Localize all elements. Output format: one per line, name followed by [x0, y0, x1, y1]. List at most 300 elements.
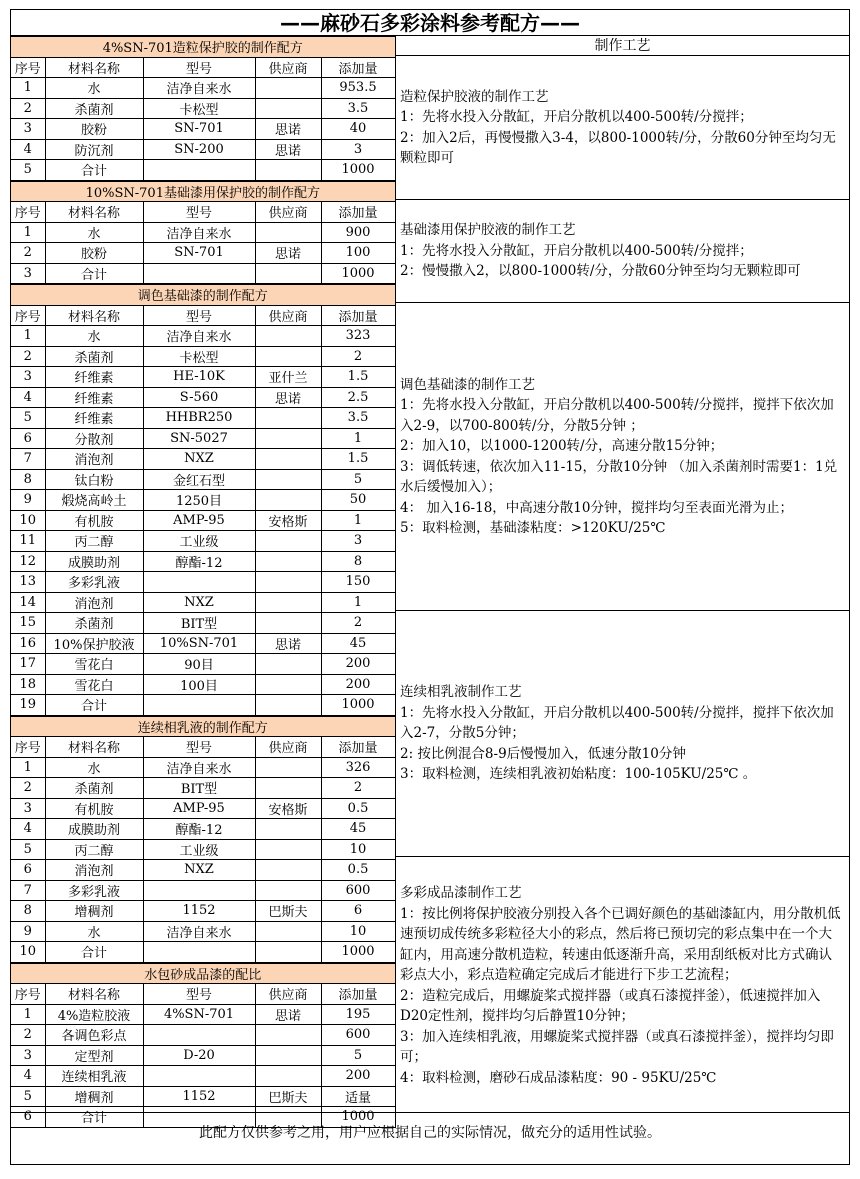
process-column [395, 36, 849, 1114]
process-step: 3：取料检测，连续相乳液初始粘度：100-105KU/25℃ 。 [400, 766, 757, 783]
table-cell: 思诺 [255, 139, 321, 160]
column-header: 供应商 [255, 984, 321, 1005]
table-cell [255, 531, 321, 552]
column-header: 序号 [11, 984, 45, 1005]
table-cell: 3.5 [321, 98, 395, 119]
table-cell: 200 [321, 1066, 395, 1087]
table-cell: 1000 [321, 1107, 395, 1128]
table-cell: 醇酯-12 [143, 551, 255, 572]
table-cell: 雪花白 [45, 654, 143, 675]
table-cell: 9 [11, 490, 45, 511]
process-step: 1：先将水投入分散缸，开启分散机以400-500转/分搅拌； [400, 242, 753, 259]
table-row [11, 160, 395, 181]
table-cell: 18 [11, 674, 45, 695]
table-cell: 丙二醇 [45, 839, 143, 860]
column-header: 材料名称 [45, 737, 143, 758]
table-cell: 水 [45, 222, 143, 243]
table-cell [255, 1025, 321, 1046]
process-block [396, 611, 849, 857]
table-cell: 1 [321, 428, 395, 449]
table-cell: 326 [321, 757, 395, 778]
process-title: 多彩成品漆制作工艺 [400, 885, 522, 901]
table-cell: 7 [11, 880, 45, 901]
table-cell: D-20 [143, 1045, 255, 1066]
process-header: 制作工艺 [396, 36, 849, 56]
process-step: 1：先将水投入分散缸，开启分散机以400-500转/分搅拌，搅拌下依次加入2-9，以700-800转/分，分散5分钟 ； [400, 397, 834, 434]
column-header: 添加量 [321, 305, 395, 326]
table-cell: 1 [321, 592, 395, 613]
table-cell: 953.5 [321, 78, 395, 99]
column-header: 材料名称 [45, 984, 143, 1005]
table-cell [143, 1066, 255, 1087]
table-cell: 胶粉 [45, 243, 143, 264]
table-cell: 10%SN-701 [143, 633, 255, 654]
table-cell [143, 160, 255, 181]
table-cell [255, 551, 321, 572]
table-row [11, 1045, 395, 1066]
table-row [11, 921, 395, 942]
table-cell: 13 [11, 572, 45, 593]
process-step: 2：慢慢撒入2，以800-1000转/分，分散60分钟至均匀无颗粒即可 [400, 263, 801, 280]
table-row [11, 1004, 395, 1025]
table-cell: 多彩乳液 [45, 880, 143, 901]
table-cell: 90目 [143, 654, 255, 675]
table-cell [255, 613, 321, 634]
table-cell: 2 [321, 778, 395, 799]
table-cell [255, 78, 321, 99]
table-cell: SN-200 [143, 139, 255, 160]
table-cell [255, 674, 321, 695]
table-row [11, 1066, 395, 1087]
table-cell [143, 1025, 255, 1046]
table-cell: 2 [11, 1025, 45, 1046]
table-cell: 3 [11, 798, 45, 819]
table-cell: HE-10K [143, 367, 255, 388]
table-cell: 6 [11, 860, 45, 881]
formula-table [11, 963, 396, 1128]
table-cell: 安格斯 [255, 798, 321, 819]
table-row [11, 263, 395, 284]
table-cell: 2 [11, 243, 45, 264]
table-cell: HHBR250 [143, 408, 255, 429]
table-cell: 4%造粒胶液 [45, 1004, 143, 1025]
table-row [11, 613, 395, 634]
table-cell: 4 [11, 387, 45, 408]
table-cell: 900 [321, 222, 395, 243]
table-cell: 150 [321, 572, 395, 593]
table-cell: 3 [11, 263, 45, 284]
table-cell: 有机胺 [45, 510, 143, 531]
table-cell: 合计 [45, 263, 143, 284]
process-step: 2：加入10，以1000-1200转/分，高速分散15分钟； [400, 438, 724, 454]
column-header: 材料名称 [45, 202, 143, 223]
table-cell: 1152 [143, 901, 255, 922]
table-row [11, 778, 395, 799]
table-cell: 连续相乳液 [45, 1066, 143, 1087]
table-cell [143, 942, 255, 963]
table-cell [255, 428, 321, 449]
column-header: 材料名称 [45, 305, 143, 326]
process-title: 连续相乳液制作工艺 [400, 684, 522, 701]
table-row [11, 428, 395, 449]
table-cell: 巴斯夫 [255, 1086, 321, 1107]
table-cell: 成膜助剂 [45, 819, 143, 840]
table-cell [255, 408, 321, 429]
formula-sheet [10, 9, 850, 1165]
table-cell: 各调色彩点 [45, 1025, 143, 1046]
table-cell: 有机胺 [45, 798, 143, 819]
table-cell: 巴斯夫 [255, 901, 321, 922]
formula-table [11, 284, 396, 716]
table-cell: 40 [321, 119, 395, 140]
column-header: 材料名称 [45, 57, 143, 78]
table-cell: 8 [11, 469, 45, 490]
process-step: 3：加入连续相乳液，用螺旋桨式搅拌器（或真石漆搅拌釜），搅拌均匀即可； [400, 1028, 834, 1065]
table-cell: 16 [11, 633, 45, 654]
table-cell: SN-701 [143, 243, 255, 264]
table-cell [255, 449, 321, 470]
table-cell: 17 [11, 654, 45, 675]
table-cell: 杀菌剂 [45, 346, 143, 367]
table-cell: 防沉剂 [45, 139, 143, 160]
table-cell: 6 [321, 901, 395, 922]
table-cell: 水 [45, 921, 143, 942]
table-row [11, 901, 395, 922]
table-cell: 合计 [45, 695, 143, 716]
table-cell [143, 880, 255, 901]
section-heading: 连续相乳液的制作配方 [11, 716, 395, 737]
process-block [396, 200, 849, 303]
table-cell: 醇酯-12 [143, 819, 255, 840]
table-cell: 10 [321, 839, 395, 860]
table-cell [255, 778, 321, 799]
table-row [11, 592, 395, 613]
table-cell: 5 [321, 469, 395, 490]
table-cell: 2 [11, 346, 45, 367]
table-cell: 12 [11, 551, 45, 572]
table-cell: 1152 [143, 1086, 255, 1107]
process-step: 5：取料检测，基础漆粘度：>120KU/25℃ [400, 520, 666, 536]
process-text [396, 87, 849, 169]
table-cell: 100目 [143, 674, 255, 695]
table-cell: 11 [11, 531, 45, 552]
table-cell: 9 [11, 921, 45, 942]
table-cell: 4 [11, 819, 45, 840]
table-cell: 8 [11, 901, 45, 922]
table-row [11, 1086, 395, 1107]
table-cell: 19 [11, 695, 45, 716]
table-cell: 水 [45, 326, 143, 347]
table-cell: 1000 [321, 695, 395, 716]
table-cell: 洁净自来水 [143, 757, 255, 778]
table-row [11, 78, 395, 99]
table-cell: 1 [11, 78, 45, 99]
table-cell [255, 757, 321, 778]
column-header: 添加量 [321, 202, 395, 223]
page-title: ——麻砂石多彩涂料参考配方—— [11, 10, 849, 36]
column-header: 供应商 [255, 202, 321, 223]
table-cell: 亚什兰 [255, 367, 321, 388]
column-header: 供应商 [255, 57, 321, 78]
process-text [396, 375, 849, 539]
table-row [11, 408, 395, 429]
table-cell: NXZ [143, 449, 255, 470]
process-title: 基础漆用保护胶液的制作工艺 [400, 222, 576, 239]
column-header: 型号 [143, 202, 255, 223]
table-cell [255, 942, 321, 963]
table-cell: 10 [11, 510, 45, 531]
process-text [396, 883, 849, 1088]
table-cell [255, 222, 321, 243]
table-cell: 雪花白 [45, 674, 143, 695]
column-header: 序号 [11, 57, 45, 78]
table-cell: 15 [11, 613, 45, 634]
table-cell: 分散剂 [45, 428, 143, 449]
process-step: 2：加入2后，再慢慢撒入3-4，以800-1000转/分，分散60分钟至均匀无颗粒即可 [400, 129, 836, 166]
table-cell: 思诺 [255, 243, 321, 264]
table-cell: 消泡剂 [45, 860, 143, 881]
table-cell: 1000 [321, 263, 395, 284]
table-row [11, 243, 395, 264]
table-cell: 50 [321, 490, 395, 511]
table-row [11, 1025, 395, 1046]
table-cell: 4 [11, 1066, 45, 1087]
table-row [11, 551, 395, 572]
table-cell: 10 [321, 921, 395, 942]
table-row [11, 633, 395, 654]
table-cell: 卡松型 [143, 98, 255, 119]
table-cell: 丙二醇 [45, 531, 143, 552]
process-step: 1：先将水投入分散缸，开启分散机以400-500转/分搅拌，搅拌下依次加入2-7，分散5分钟； [400, 704, 834, 742]
table-cell: 煅烧高岭土 [45, 490, 143, 511]
process-step: 1：先将水投入分散缸，开启分散机以400-500转/分搅拌； [400, 109, 753, 125]
formula-tables [11, 36, 395, 1128]
table-cell: 1000 [321, 160, 395, 181]
table-cell [255, 654, 321, 675]
table-cell: 1 [11, 757, 45, 778]
process-text [396, 220, 805, 282]
column-header: 添加量 [321, 57, 395, 78]
table-cell [143, 263, 255, 284]
section-heading: 水包砂成品漆的配比 [11, 963, 395, 984]
table-cell: 合计 [45, 1107, 143, 1128]
column-header: 供应商 [255, 305, 321, 326]
table-cell: 洁净自来水 [143, 222, 255, 243]
table-cell: 纤维素 [45, 387, 143, 408]
table-cell: 6 [11, 428, 45, 449]
column-header: 型号 [143, 737, 255, 758]
table-cell: 8 [321, 551, 395, 572]
table-cell [143, 695, 255, 716]
column-header: 供应商 [255, 737, 321, 758]
table-cell: 1.5 [321, 367, 395, 388]
table-row [11, 798, 395, 819]
table-cell: 200 [321, 654, 395, 675]
table-cell [143, 572, 255, 593]
process-block [396, 56, 849, 200]
table-cell: 杀菌剂 [45, 613, 143, 634]
table-cell [255, 469, 321, 490]
table-cell [255, 346, 321, 367]
table-row [11, 346, 395, 367]
table-cell: 3.5 [321, 408, 395, 429]
table-row [11, 469, 395, 490]
table-cell: 洁净自来水 [143, 326, 255, 347]
table-row [11, 222, 395, 243]
section-heading: 调色基础漆的制作配方 [11, 285, 395, 306]
table-cell: 200 [321, 674, 395, 695]
table-cell: 1250目 [143, 490, 255, 511]
table-cell: 3 [11, 1045, 45, 1066]
table-cell: 10 [11, 942, 45, 963]
table-cell: 纤维素 [45, 408, 143, 429]
table-cell [255, 695, 321, 716]
table-row [11, 449, 395, 470]
table-row [11, 757, 395, 778]
column-header: 添加量 [321, 984, 395, 1005]
table-cell [255, 160, 321, 181]
table-cell: 45 [321, 633, 395, 654]
table-cell [255, 572, 321, 593]
table-cell: 2 [321, 346, 395, 367]
table-cell: 195 [321, 1004, 395, 1025]
table-cell: 2 [11, 778, 45, 799]
table-cell: 成膜助剂 [45, 551, 143, 572]
table-cell: 增稠剂 [45, 1086, 143, 1107]
table-cell [255, 326, 321, 347]
table-cell: 合计 [45, 942, 143, 963]
column-header: 序号 [11, 737, 45, 758]
table-cell [255, 839, 321, 860]
column-header: 添加量 [321, 737, 395, 758]
column-header: 序号 [11, 202, 45, 223]
table-cell: 4 [11, 139, 45, 160]
process-block [396, 303, 849, 611]
table-cell: 600 [321, 880, 395, 901]
table-cell [255, 819, 321, 840]
process-title: 造粒保护胶液的制作工艺 [400, 88, 549, 105]
table-cell [255, 880, 321, 901]
table-row [11, 572, 395, 593]
table-row [11, 387, 395, 408]
column-header: 序号 [11, 305, 45, 326]
table-row [11, 839, 395, 860]
section-heading: 4%SN-701造粒保护胶的制作配方 [11, 37, 395, 58]
table-cell: 5 [11, 408, 45, 429]
table-cell [255, 1045, 321, 1066]
process-step: 2：造粒完成后，用螺旋桨式搅拌器（或真石漆搅拌釜），低速搅拌加入D20定性剂，搅拌均匀后静置10分钟； [400, 987, 821, 1024]
table-cell: AMP-95 [143, 510, 255, 531]
table-cell: S-560 [143, 387, 255, 408]
table-cell [255, 263, 321, 284]
table-cell: 5 [11, 160, 45, 181]
table-cell: 0.5 [321, 860, 395, 881]
process-block [396, 857, 849, 1114]
table-cell: BIT型 [143, 778, 255, 799]
table-cell: AMP-95 [143, 798, 255, 819]
process-text [396, 682, 849, 785]
table-cell: 安格斯 [255, 510, 321, 531]
table-cell: 钛白粉 [45, 469, 143, 490]
table-cell: 5 [11, 1086, 45, 1107]
table-row [11, 326, 395, 347]
table-cell: 水 [45, 78, 143, 99]
table-row [11, 942, 395, 963]
disclaimer-footer: 此配方仅供参考之用，用户应根据自己的实际情况，做充分的适用性试验。 [11, 1112, 849, 1164]
table-cell: 思诺 [255, 1004, 321, 1025]
table-cell: 卡松型 [143, 346, 255, 367]
table-cell: SN-701 [143, 119, 255, 140]
formula-table [11, 36, 396, 181]
formula-table [11, 181, 396, 285]
table-cell: 消泡剂 [45, 592, 143, 613]
table-cell: BIT型 [143, 613, 255, 634]
table-cell: 洁净自来水 [143, 78, 255, 99]
table-cell: 定型剂 [45, 1045, 143, 1066]
table-cell: 消泡剂 [45, 449, 143, 470]
section-heading: 10%SN-701基础漆用保护胶的制作配方 [11, 181, 395, 202]
table-row [11, 510, 395, 531]
table-cell [255, 490, 321, 511]
table-cell: NXZ [143, 860, 255, 881]
table-cell: 杀菌剂 [45, 778, 143, 799]
formula-table [11, 716, 396, 963]
table-cell: 1 [11, 222, 45, 243]
table-cell: 600 [321, 1025, 395, 1046]
table-cell: 1000 [321, 942, 395, 963]
table-row [11, 654, 395, 675]
table-cell: 洁净自来水 [143, 921, 255, 942]
table-cell: 1 [11, 326, 45, 347]
table-row [11, 819, 395, 840]
table-cell [255, 592, 321, 613]
table-cell: 2 [321, 613, 395, 634]
table-cell: 增稠剂 [45, 901, 143, 922]
table-cell: 纤维素 [45, 367, 143, 388]
table-cell: 6 [11, 1107, 45, 1128]
column-header: 型号 [143, 305, 255, 326]
table-row [11, 98, 395, 119]
table-row [11, 880, 395, 901]
table-cell: SN-5027 [143, 428, 255, 449]
process-step: 4： 加入16-18，中高速分散10分钟，搅拌均匀至表面光滑为止； [400, 499, 793, 516]
table-cell: 多彩乳液 [45, 572, 143, 593]
table-cell: 工业级 [143, 531, 255, 552]
table-cell [255, 921, 321, 942]
table-row [11, 674, 395, 695]
table-cell: 5 [321, 1045, 395, 1066]
table-cell: 思诺 [255, 119, 321, 140]
table-cell: 2 [11, 98, 45, 119]
table-row [11, 860, 395, 881]
column-header: 型号 [143, 57, 255, 78]
table-cell: 合计 [45, 160, 143, 181]
table-cell: 1 [321, 510, 395, 531]
table-cell: 水 [45, 757, 143, 778]
process-step: 4：取料检测，磨砂石成品漆粘度：90 - 95KU/25℃ [400, 1069, 717, 1086]
table-cell: 思诺 [255, 387, 321, 408]
table-cell: 14 [11, 592, 45, 613]
table-cell [255, 1066, 321, 1087]
table-cell: 7 [11, 449, 45, 470]
table-cell: 工业级 [143, 839, 255, 860]
process-step: 1：按比例将保护胶液分别投入各个已调好颜色的基础漆缸内，用分散机低速预切成传统多彩粒径大小的彩点，然后将已预切完的彩点集中在一个大缸内，用高速分散机造粒，转速由低逐渐升高，采用刮纸板对比方式确认彩点大小，彩点造粒确定完成后才能进行下步工艺流程； [400, 905, 841, 983]
table-cell: 思诺 [255, 633, 321, 654]
process-step: 3：调低转速，依次加入11-15，分散10分钟 （加入杀菌剂时需要1：1兑水后缓慢加入）； [400, 458, 838, 495]
table-cell: 杀菌剂 [45, 98, 143, 119]
table-cell: 1 [11, 1004, 45, 1025]
table-row [11, 367, 395, 388]
